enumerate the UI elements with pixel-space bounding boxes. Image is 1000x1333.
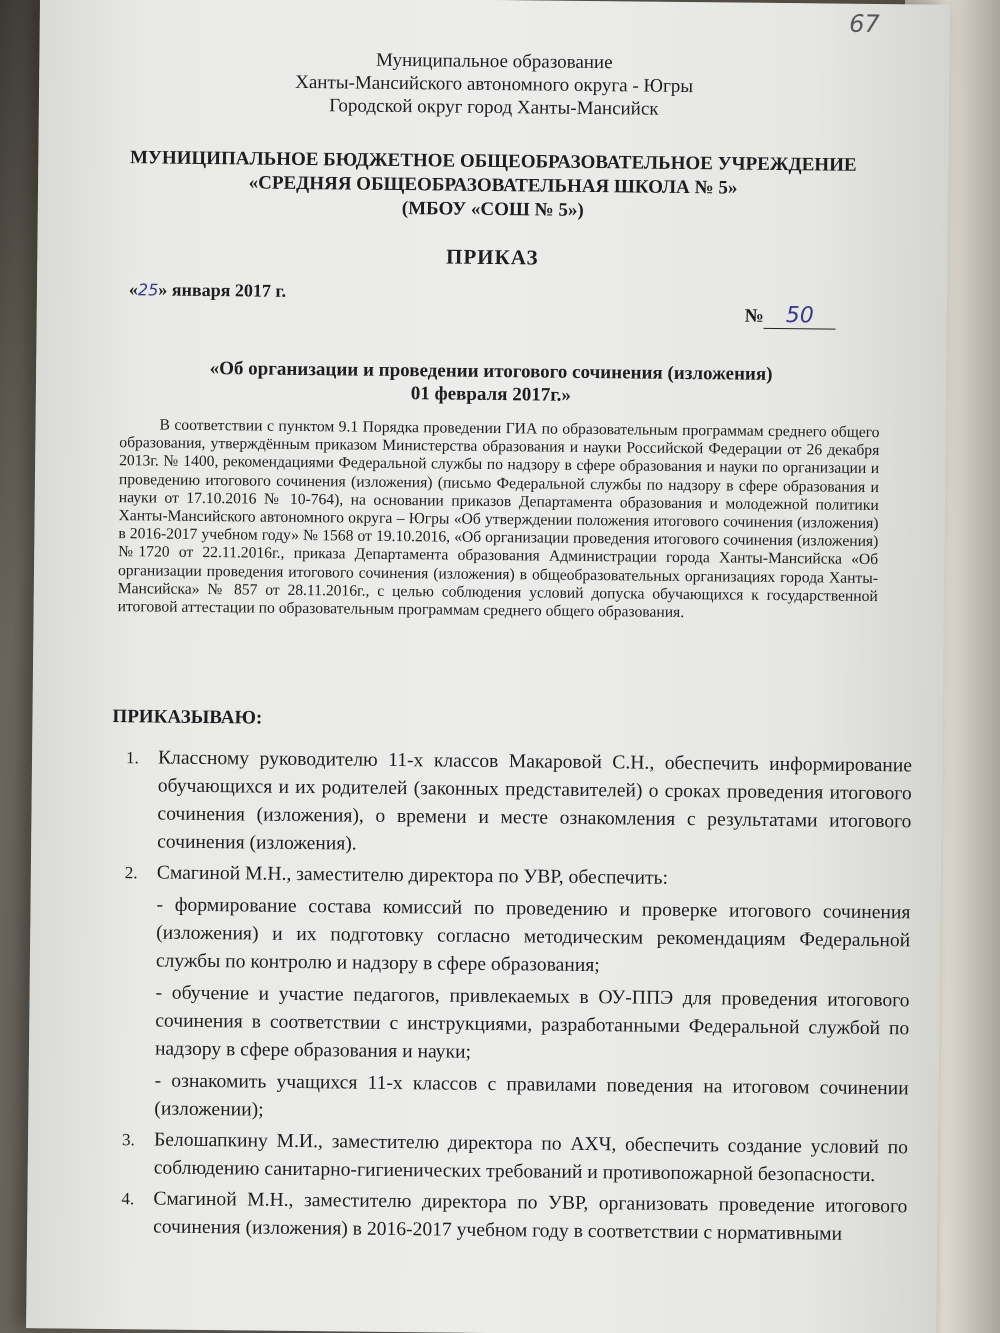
page-number-handwritten: 67 (849, 9, 880, 39)
school-name-block (38, 145, 949, 227)
school-line: (МБОУ «СОШ № 5») (401, 198, 584, 221)
item-text: Смагиной М.Н., заместителю директора по УВР, организовать проведение итогового сочинения (изложения) в 2016-2017 учебном году в соответствии с нормативными (153, 1188, 908, 1245)
sub-item: - ознакомить учащихся 11-х классов с правилами поведения на итоговом сочинении (изложении); (154, 1070, 909, 1121)
list-item (108, 1126, 909, 1190)
document-title: ПРИКАЗ (445, 244, 539, 270)
list-item (111, 744, 912, 864)
municipality-header (39, 45, 950, 124)
order-number (745, 303, 836, 330)
list-item (108, 859, 911, 1131)
header-line: Муниципальное образование (375, 49, 613, 74)
date-open-quote: « (128, 279, 139, 300)
subject-line: «Об организации и проведении итогового сочинения (изложения) (209, 358, 773, 385)
sub-item: - формирование состава комиссий по проведению и проверке итогового сочинения (изложения) и их подготовку согласно методическим рекомендациям Федеральной службы по контролю и надзору в сфере образования; (155, 894, 911, 977)
preamble-paragraph: В соответствии с пунктом 9.1 Порядка проведении ГИА по образовательным программам среднего общего образования, утверждённым приказом Министерства образования и науки Российской Федерации от 26 декабря 2013г. № 1400, рекомендациями Федеральной службы по надзору в сфере образования и науки по организации и проведению итогового сочинения (изложения) (письмо Федеральной службы по надзору в сфере образования и науки от 17.10.2016 № 10-764), на основании приказов Департамента образования и молодежной политики Ханты-Мансийского автономного округа – Югры «Об утверждении положения итогового сочинения (изложения) в 2016-2017 учебном году» № 1568 от 19.10.2016, «Об организации проведения итогового сочинения (изложения) №1720 от 22.11.2016г., приказа Департамента образования Администрации города Ханты-Мансийска «Об организации проведения итогового сочинения (изложения) в общеобразовательных организациях города Ханты-Мансийска» № 857 от 28.11.2016г., с целью соблюдения условий допуска обучающихся к государственной итоговой аттестации по образовательным программам среднего общего образования. (117, 416, 880, 622)
item-number: 1. (125, 748, 139, 768)
orders-list (107, 744, 912, 1252)
subject-line: 01 февраля 2017г.» (410, 383, 572, 406)
orders-heading: ПРИКАЗЫВАЮ: (112, 706, 263, 729)
list-item (107, 1185, 908, 1249)
date-day-handwritten: 25 (137, 280, 159, 300)
sub-item: - обучение и участие педагогов, привлекаемых в ОУ-ППЭ для проведения итогового сочинения в соответствии с инструкциями, разработанными Федеральной службой по надзору в сфере образования и науки; (154, 982, 910, 1063)
date-rest: » января 2017 г. (158, 279, 287, 301)
item-text: Белошапкину М.И., заместителю директора по АХЧ, обеспечить создание условий по соблюдению санитарно-гигиенических требований и противопожарной безопасности. (153, 1129, 909, 1187)
header-line: Городской округ город Ханты-Мансийск (329, 95, 659, 120)
document-page (26, 0, 950, 1333)
number-label: № (744, 305, 764, 327)
item-number: 3. (121, 1130, 135, 1150)
item-text: Классному руководителю 11-х классов Макаровой С.Н., обеспечить информирование обучающихся и их родителей (законных представителей) о сроках проведения итогового сочинения (изложения), о времени и месте ознакомления с результатами итогового сочинения (изложения). (157, 747, 913, 855)
item-number: 2. (124, 863, 138, 883)
item-text: Смагиной М.Н., заместителю директора по УВР, обеспечить: (156, 862, 669, 889)
number-value-handwritten: 50 (764, 303, 836, 330)
item-number: 4. (121, 1189, 135, 1209)
school-line: МУНИЦИПАЛЬНОЕ БЮДЖЕТНОЕ ОБЩЕОБРАЗОВАТЕЛЬНОЕ УЧРЕЖДЕНИЕ (129, 147, 857, 176)
school-line: «СРЕДНЯЯ ОБЩЕОБРАЗОВАТЕЛЬНАЯ ШКОЛА № 5» (248, 172, 738, 199)
order-date (129, 279, 286, 302)
header-line: Ханты-Мансийского автономного округа - Югры (295, 71, 694, 98)
order-subject (36, 355, 946, 411)
